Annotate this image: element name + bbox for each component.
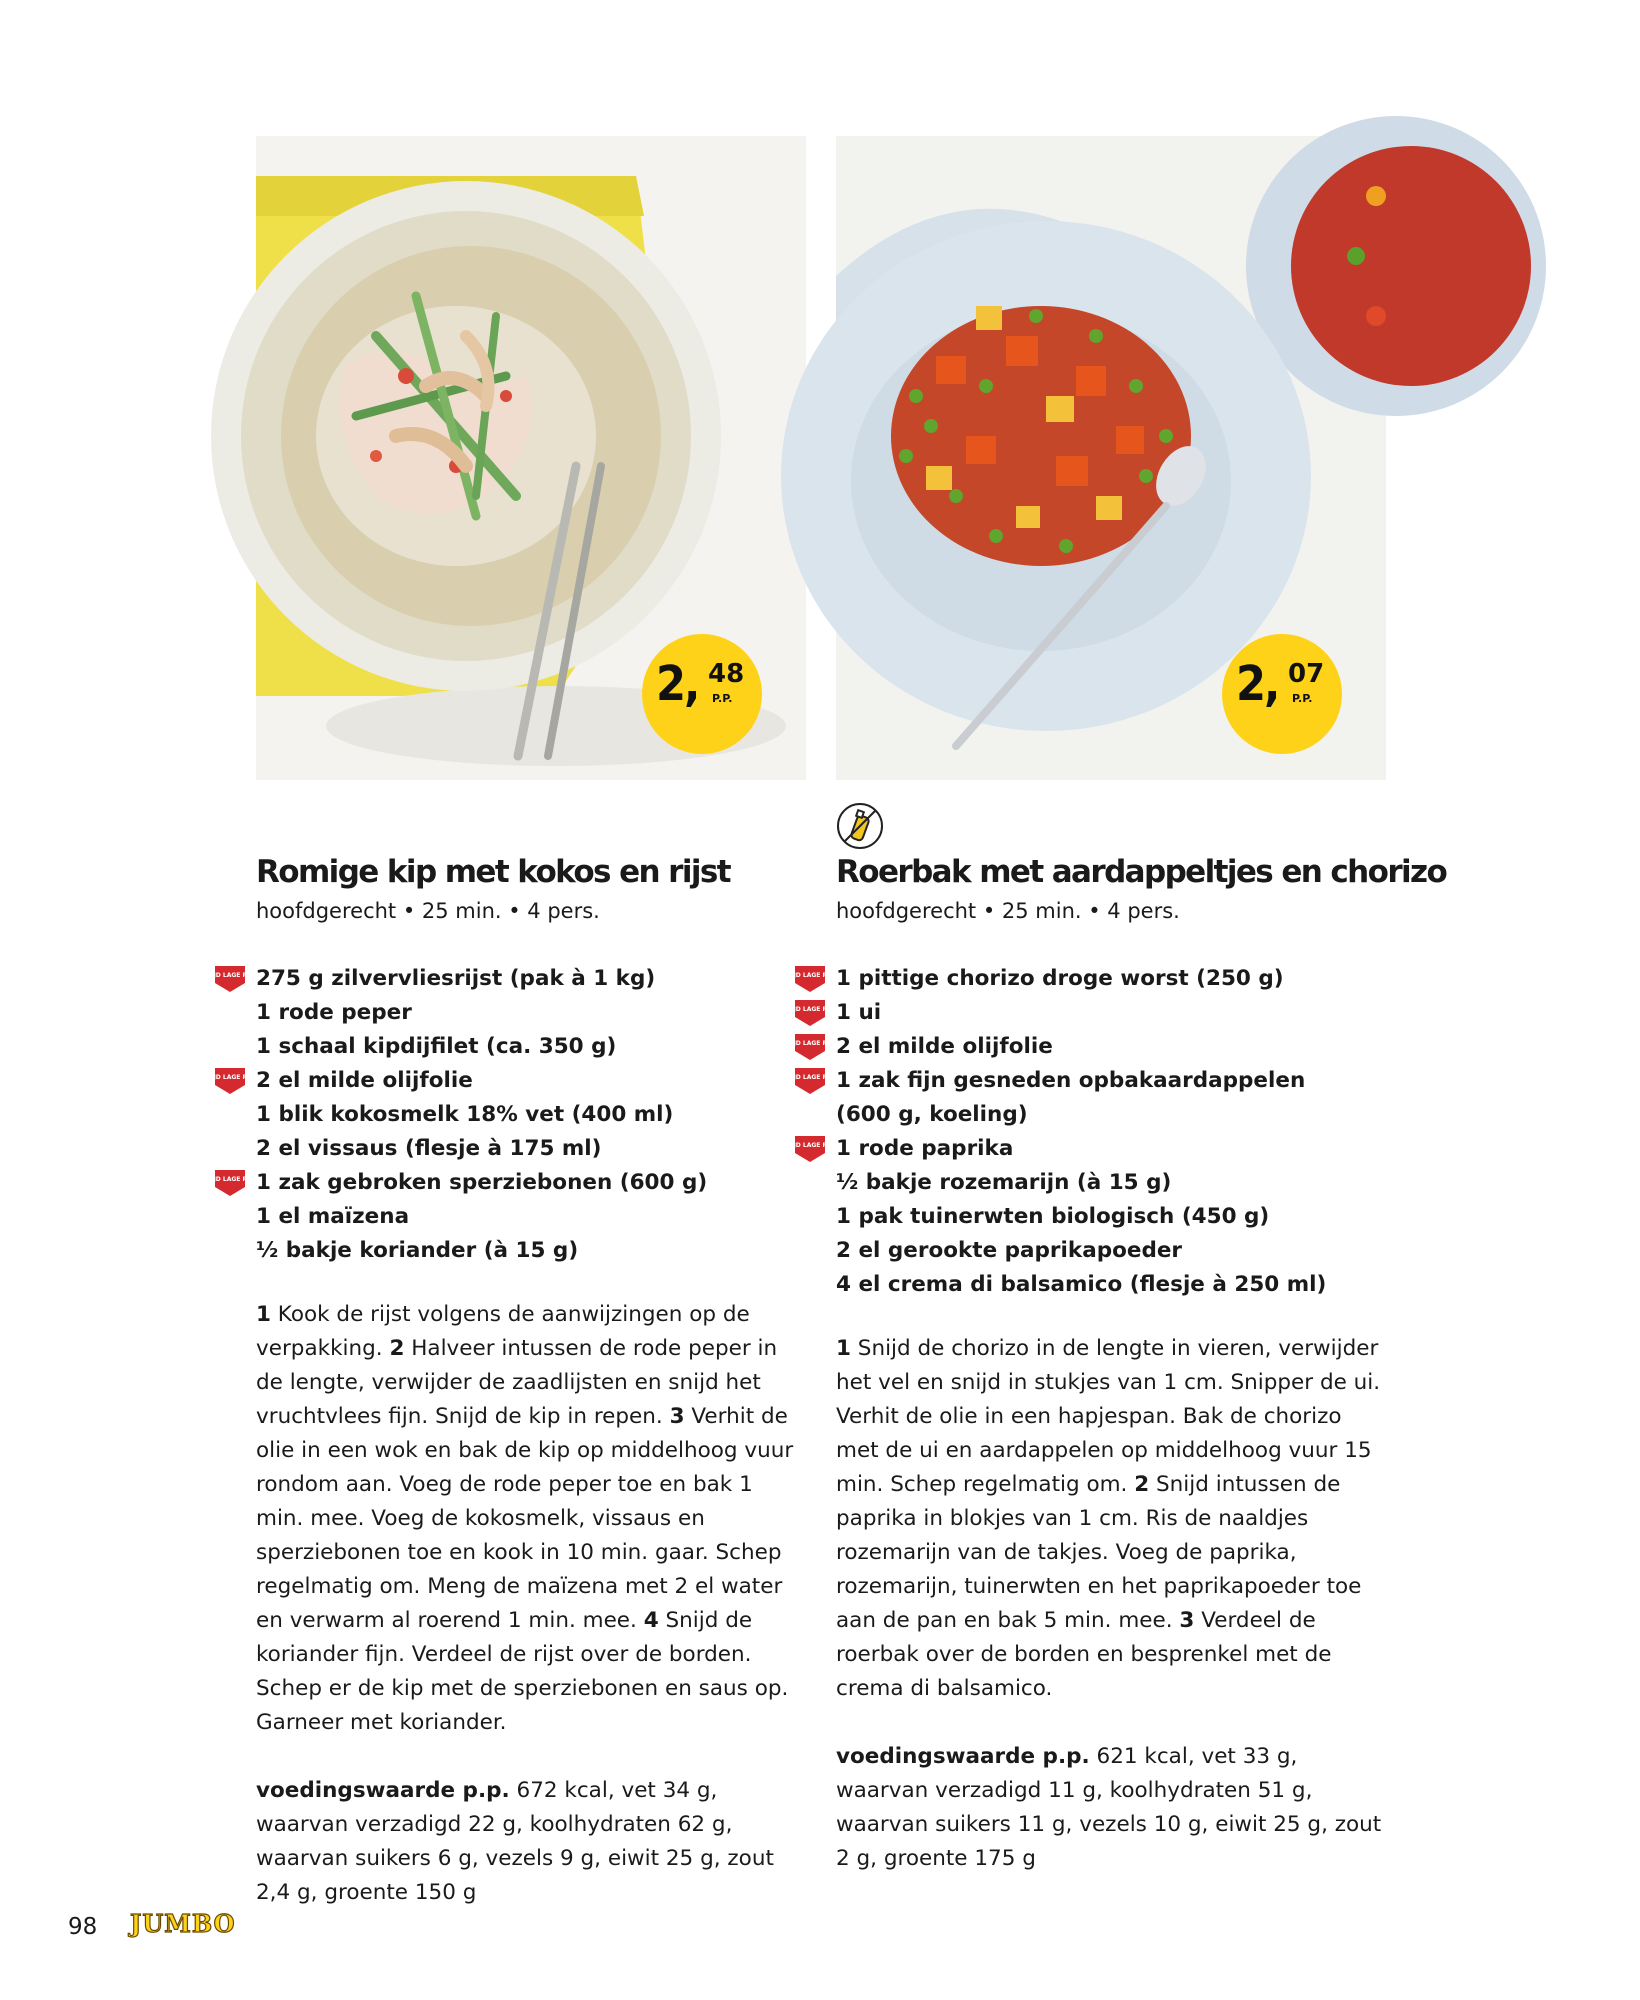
ingredient-item [779, 996, 1386, 1030]
step-text: Verdeel de roerbak over de borden en besprenkel met de crema di balsamico. [836, 1608, 1332, 1701]
ingredient-item [779, 1132, 1386, 1166]
ingredient-text: 2 el vissaus (flesje à 175 ml) [256, 1136, 602, 1161]
ingredient-item [836, 1268, 1386, 1302]
step-number: 2 [1134, 1472, 1150, 1497]
ingredient-text: 1 blik kokosmelk 18% vet (400 ml) [256, 1102, 674, 1127]
badge-label: ALTIJD LAGE PRIJS [779, 1142, 841, 1149]
ingredient-item [256, 996, 806, 1030]
step-text: Snijd de koriander fijn. Verdeel de rijst over de borden. Schep er de kip met de sperziebonen en saus op. Garneer met koriander. [256, 1608, 789, 1735]
ingredient-text: ½ bakje rozemarijn (à 15 g) [836, 1170, 1172, 1195]
nutrition-values: 621 kcal, vet 33 g, waarvan verzadigd 11 g, koolhydraten 51 g, waarvan suikers 11 g, vezels 10 g, eiwit 25 g, zout 2 g, groente 175 g [836, 1744, 1382, 1871]
ingredient-item [256, 1030, 806, 1064]
ingredient-item [199, 1064, 806, 1098]
ingredient-item [779, 1064, 1386, 1098]
page-number: 98 [68, 1914, 98, 1940]
ingredient-text: 1 pak tuinerwten biologisch (450 g) [836, 1204, 1270, 1229]
badge-label: ALTIJD LAGE PRIJS [199, 1176, 261, 1183]
lage-prijs-badge-icon [199, 1169, 261, 1197]
ingredient-text: ½ bakje koriander (à 15 g) [256, 1238, 579, 1263]
ingredient-item [836, 1234, 1386, 1268]
step-text: Snijd intussen de paprika in blokjes van 1 cm. Ris de naaldjes rozemarijn van de takjes. Voeg de paprika, rozemarijn, tuinerwten en het paprikapoeder toe aan de pan en bak 5 min. mee. [836, 1472, 1362, 1633]
price-cents: 48 [708, 659, 745, 689]
nutrition-info [256, 1774, 806, 1910]
ingredient-text: 1 rode paprika [836, 1136, 1014, 1161]
ingredient-item [836, 1200, 1386, 1234]
recipe-subtitle: hoofdgerecht • 25 min. • 4 pers. [836, 899, 1180, 923]
method-text [836, 1332, 1386, 1706]
price-euros: 2, [1236, 656, 1279, 712]
vegetarian-icon [836, 802, 884, 850]
ingredient-text: 1 schaal kipdijfilet (ca. 350 g) [256, 1034, 617, 1059]
badge-label: ALTIJD LAGE PRIJS [199, 972, 261, 979]
step-text: Halveer intussen de rode peper in de lengte, verwijder de zaadlijsten en snijd het vruchtvlees fijn. Snijd de kip in repen. [256, 1336, 778, 1429]
ingredient-text: 1 el maïzena [256, 1204, 410, 1229]
ingredient-text: 1 zak fijn gesneden opbakaardappelen [836, 1068, 1306, 1093]
lage-prijs-badge-icon [779, 999, 841, 1027]
ingredient-item [836, 1098, 1386, 1132]
ingredient-text: 1 rode peper [256, 1000, 412, 1025]
ingredient-text: 1 pittige chorizo droge worst (250 g) [836, 966, 1284, 991]
price-unit: P.P. [712, 692, 733, 705]
ingredient-item [256, 1200, 806, 1234]
jumbo-logo: JUMBO [130, 1909, 236, 1938]
nutrition-values: 672 kcal, vet 34 g, waarvan verzadigd 22 g, koolhydraten 62 g, waarvan suikers 6 g, vezels 9 g, eiwit 25 g, zout 2,4 g, groente 150 g [256, 1778, 774, 1905]
recipe-photo-kip-kokos [256, 136, 806, 780]
price-unit: P.P. [1292, 692, 1313, 705]
recipe-title: Romige kip met kokos en rijst [256, 854, 730, 890]
nutrition-info [836, 1740, 1386, 1876]
ingredient-text: 4 el crema di balsamico (flesje à 250 ml) [836, 1272, 1327, 1297]
price-badge [642, 634, 762, 754]
ingredient-item [779, 962, 1386, 996]
lage-prijs-badge-icon [779, 1067, 841, 1095]
ingredient-text: 2 el gerookte paprikapoeder [836, 1238, 1183, 1263]
nutrition-label: voedingswaarde p.p. [836, 1744, 1090, 1769]
recipe-card-roerbak [779, 136, 1447, 1876]
badge-label: ALTIJD LAGE PRIJS [779, 972, 841, 979]
step-number: 2 [389, 1336, 405, 1361]
ingredient-item [836, 1166, 1386, 1200]
method-text [256, 1298, 806, 1740]
step-number: 4 [643, 1608, 659, 1633]
price-cents: 07 [1288, 659, 1325, 689]
ingredient-text: 1 zak gebroken sperziebonen (600 g) [256, 1170, 708, 1195]
badge-label: ALTIJD LAGE PRIJS [779, 1040, 841, 1047]
ingredient-item [199, 1166, 806, 1200]
step-number: 1 [256, 1302, 271, 1327]
step-number: 1 [836, 1336, 851, 1361]
ingredient-list [199, 962, 806, 1268]
badge-label: ALTIJD LAGE PRIJS [779, 1006, 841, 1013]
lage-prijs-badge-icon [779, 965, 841, 993]
ingredient-text: (600 g, koeling) [836, 1102, 1028, 1127]
step-number: 3 [1179, 1608, 1195, 1633]
step-number: 3 [669, 1404, 685, 1429]
step-text: Verhit de olie in een wok en bak de kip op middelhoog vuur rondom aan. Voeg de rode peper toe en bak 1 min. mee. Voeg de kokosmelk, vissaus en sperziebonen toe en kook in 10 min. gaar. Schep regelmatig om. Meng de maïzena met 2 el water en verwarm al roerend 1 min. mee. [256, 1404, 794, 1633]
ingredient-text: 1 ui [836, 1000, 882, 1025]
price-euros: 2, [656, 656, 699, 712]
price-badge [1222, 634, 1342, 754]
recipe-title: Roerbak met aardappeltjes en chorizo [836, 854, 1447, 890]
ingredient-text: 275 g zilvervliesrijst (pak à 1 kg) [256, 966, 656, 991]
ingredient-item [779, 1030, 1386, 1064]
ingredient-item [199, 962, 806, 996]
badge-label: ALTIJD LAGE PRIJS [779, 1074, 841, 1081]
ingredient-text: 2 el milde olijfolie [256, 1068, 473, 1093]
step-text: Snijd de chorizo in de lengte in vieren, verwijder het vel en snijd in stukjes van 1 cm. Snipper de ui. Verhit de olie in een hapjespan. Bak de chorizo met de ui en aardappelen op middelhoog vuur 15 min. Schep regelmatig om. [836, 1336, 1381, 1497]
ingredient-item [256, 1234, 806, 1268]
lage-prijs-badge-icon [199, 965, 261, 993]
lage-prijs-badge-icon [779, 1135, 841, 1163]
lage-prijs-badge-icon [779, 1033, 841, 1061]
badge-label: ALTIJD LAGE PRIJS [199, 1074, 261, 1081]
ingredient-item [256, 1132, 806, 1166]
recipe-photo-roerbak [836, 136, 1386, 780]
recipe-subtitle: hoofdgerecht • 25 min. • 4 pers. [256, 899, 600, 923]
ingredient-text: 2 el milde olijfolie [836, 1034, 1053, 1059]
recipe-card-romige-kip [199, 136, 806, 1910]
nutrition-label: voedingswaarde p.p. [256, 1778, 510, 1803]
step-text: Kook de rijst volgens de aanwijzingen op de verpakking. [256, 1302, 750, 1361]
lage-prijs-badge-icon [199, 1067, 261, 1095]
ingredient-list [779, 962, 1386, 1302]
ingredient-item [256, 1098, 806, 1132]
